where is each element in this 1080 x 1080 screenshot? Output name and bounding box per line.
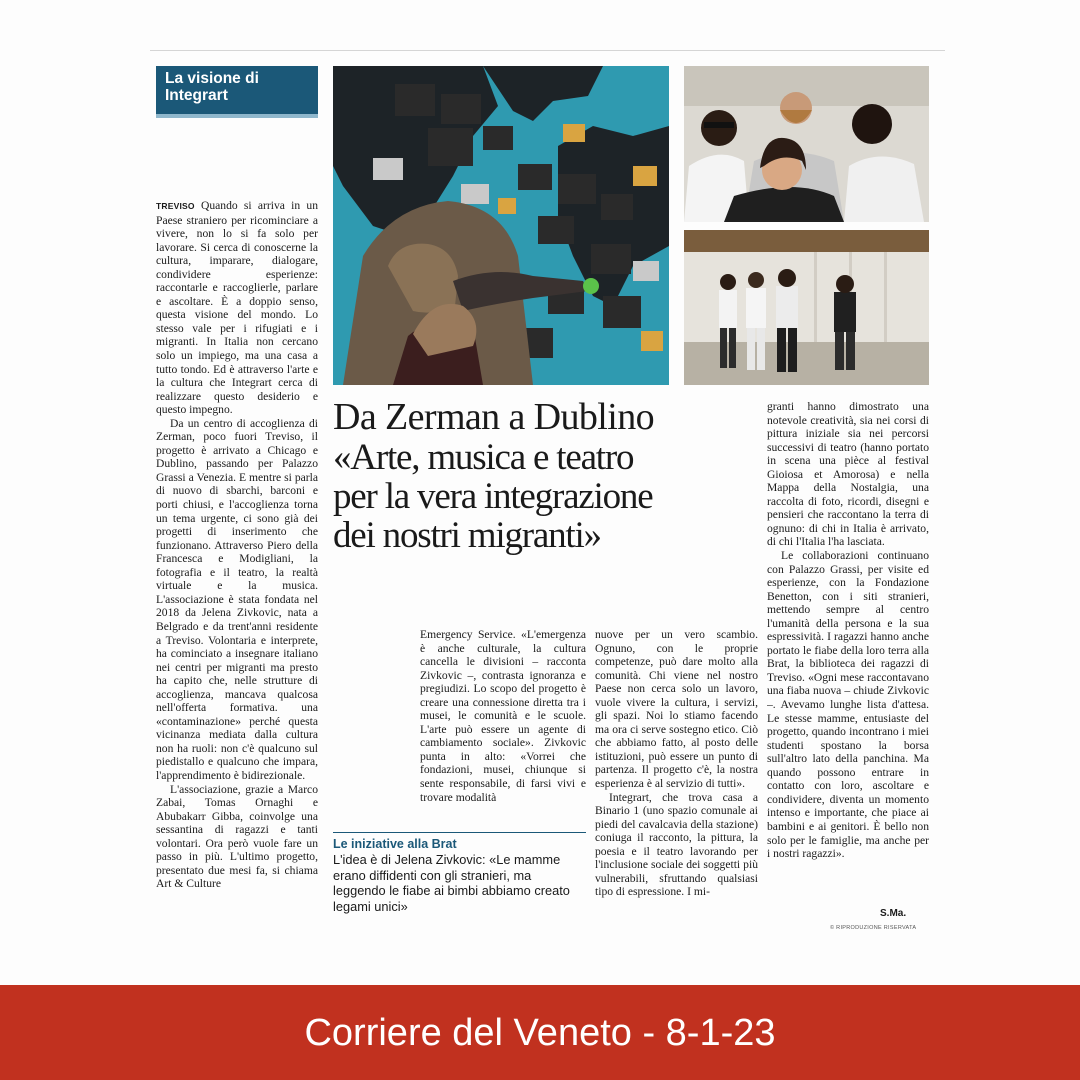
article-column-3 bbox=[595, 628, 758, 936]
article-column-1 bbox=[156, 199, 318, 936]
sidebar-box bbox=[333, 832, 586, 914]
article-column-4 bbox=[767, 400, 929, 906]
footer-caption: Corriere del Veneto - 8-1-23 bbox=[304, 1012, 776, 1054]
headline bbox=[333, 396, 753, 555]
col1-paragraph-1: Quando si arriva in un Paese straniero per ricominciare a vivere, non lo si fa solo per lavorare. Si cerca di conoscerne la cultura, imparare, dialogare, condividere esperienze: raccontarle e raccoglierle, parlare e ascoltare. È a doppio senso, questa visione del mondo. Lo stesso vale per i rifugiati e i migranti. In Italia non cercano solo un impiego, ma una casa a tutto tondo. Ed è attraverso l'arte e la cultura che Integrart cerca di realizzare questo desiderio e questo impegno. bbox=[156, 199, 318, 417]
article-column-2 bbox=[420, 628, 586, 826]
map-wall-illustration bbox=[333, 66, 669, 385]
col3-paragraph-2: Integrart, che trova casa a Binario 1 (uno spazio comunale ai piedi del cavalcavia della stazione) coniuga il racconto, la pittura, la poesia e il teatro lavorando per l'inclusione sociale dei soggetti più vulnerabili, sfruttando qualsiasi tipo di espressione. I mi- bbox=[595, 790, 758, 899]
dateline: TREVISO bbox=[156, 201, 195, 211]
kicker-text: La visione di Integrart bbox=[165, 70, 259, 104]
headline-line-1: Da Zerman a Dublino bbox=[333, 396, 654, 438]
col4-paragraph-2: Le collaborazioni continuano con Palazzo Grassi, per visite ed esperienze, con la Fondazione Benetton, con i siti stranieri, mettendo sempre al centro l'umanità della persona e la sua espressività. I ragazzi hanno anche portato le fiabe della loro terra alla Brat, la biblioteca dei ragazzi di Treviso. «Ogni mese raccontavano una fiaba nuova – chiude Zivkovic –. Avevamo lunghe lista d'attesa. Le stesse mamme, entusiaste del progetto, quando incontrano i miei studenti spostano la borsa sull'altro lato della panchina. Ma quando possono entrare in contatto con loro, ascoltare e condividere, diventa un momento intenso e importante, che piace ai bambini e ai genitori. È bello non solo per le famiglie, ma anche per i nostri ragazzi». bbox=[767, 549, 929, 861]
photo-map-wall bbox=[333, 66, 669, 385]
section-kicker bbox=[156, 66, 318, 118]
top-rule bbox=[150, 50, 945, 51]
col3-paragraph-1: nuove per un vero scambio. Ognuno, con le proprie competenze, può dare molto alla comunità. Chi viene nel nostro Paese non cerca solo un lavoro, vuole vivere la cultura, i servizi, gli spazi. Noi lo stiamo facendo ma ora ci serve sostegno etico. Ciò che abbiamo fatto, al posto delle istituzioni, può essere un punto di partenza. Il progetto c'è, la nostra esperienza è al servizio di tutti». bbox=[595, 628, 758, 791]
photo-group-portrait bbox=[684, 66, 929, 222]
footer-banner bbox=[0, 985, 1080, 1080]
sidebar-body: L'idea è di Jelena Zivkovic: «Le mamme erano diffidenti con gli stranieri, ma leggendo le fiabe ai bimbi abbiamo creato legami unici» bbox=[333, 852, 570, 914]
col2-paragraph-1: Emergency Service. «L'emergenza è anche culturale, la cultura cancella le divisioni – racconta Zivkovic –, contrasta ignoranza e pregiudizi. Lo scopo del progetto è creare una connessione diretta tra i musei, le comunità e le scuole. L'arte può essere un agente di cambiamento sociale». Zivkovic punta in alto: «Vorrei che fondazioni, musei, chiunque si sente responsabile, di farsi vivi e trovare modalità bbox=[420, 628, 586, 804]
col4-paragraph-1: granti hanno dimostrato una notevole creatività, sia nei corsi di pittura iniziale sia nei percorsi successivi di teatro (hanno portato in scena una pièce al festival Gioiosa et Amorosa) e nella Mappa della Nostalgia, una raccolta di foto, ricordi, disegni e pensieri che raccontano la terra di ognuno: di chi in Italia è arrivato, di chi l'Italia l'ha lasciata. bbox=[767, 400, 929, 549]
col1-paragraph-3: L'associazione, grazie a Marco Zabai, Tomas Ornaghi e Abubakarr Gibba, coinvolge una sessantina di ragazzi e tanti volontari. Ora però vuole fare un passo in più. L'ultimo progetto, presentato due mesi fa, si chiama Art & Culture bbox=[156, 782, 318, 891]
photo-corridor bbox=[684, 230, 929, 385]
corridor-illustration bbox=[684, 230, 929, 385]
headline-line-2: «Arte, musica e teatro bbox=[333, 437, 634, 478]
author-signature: S.Ma. bbox=[880, 908, 907, 919]
headline-line-4: dei nostri migranti» bbox=[333, 515, 601, 556]
sidebar-title: Le iniziative alla Brat bbox=[333, 837, 457, 851]
col1-paragraph-2: Da un centro di accoglienza di Zerman, poco fuori Treviso, il progetto è arrivato a Chicago e Dublino, passando per Palazzo Grassi a Venezia. E mentre si parla di nuovo di sbarchi, barconi e porti chiusi, e l'accoglienza torna un tema urgente, ci sono già dei progetti di inserimento che funzionano. Attraverso Piero della Francesca e Modigliani, la fotografia e il teatro, la realtà virtuale e la musica. L'associazione è stata fondata nel 2018 da Jelena Zivkovic, nata a Belgrado e da trent'anni residente a Treviso. Volontaria e interprete, ha cominciato a insegnare italiano nei centri per migranti ma presto ha capito che, nelle strutture di accoglienza, mancava qualcosa nell'offerta formativa. una «contaminazione» perché questa vicinanza mediata dalla cultura non ha ruoli: non c'è qualcuno sul piedistallo e qualcuno che impara, l'apprendimento è bidirezionale. bbox=[156, 416, 318, 782]
group-portrait-illustration bbox=[684, 66, 929, 222]
copyright-note: © RIPRODUZIONE RISERVATA bbox=[830, 925, 917, 931]
headline-line-3: per la vera integrazione bbox=[333, 476, 653, 517]
